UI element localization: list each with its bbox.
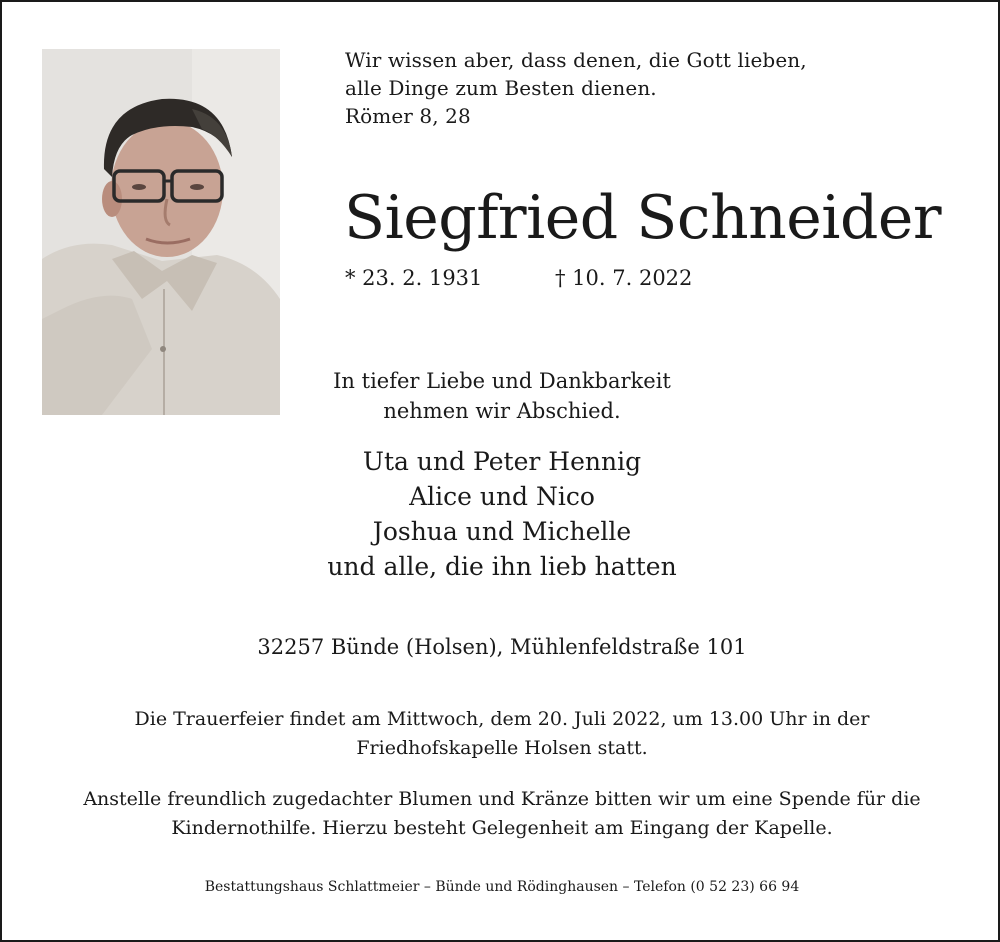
donation-line: Kindernothilfe. Hierzu besteht Gelegenheit am Eingang der Kapelle. [171,817,833,839]
portrait-photo [42,49,280,415]
ceremony-line: Friedhofskapelle Holsen statt. [356,737,648,759]
family-address: 32257 Bünde (Holsen), Mühlenfeldstraße 101 [257,635,747,659]
farewell-line: nehmen wir Abschied. [383,399,621,423]
funeral-ceremony-info [2,705,1000,763]
portrait-photo-icon [42,49,280,415]
bible-verse [345,46,807,130]
mourner-line: Alice und Nico [409,482,595,511]
farewell-text [2,366,1000,426]
funeral-home-footer: Bestattungshaus Schlattmeier – Bünde und Rödinghausen – Telefon (0 52 23) 66 94 [204,879,800,895]
birth-date: * 23. 2. 1931 [345,266,483,290]
donation-line: Anstelle freundlich zugedachter Blumen und Kränze bitten wir um eine Spende für die [83,788,921,810]
mourners-list [2,444,1000,584]
mourner-line: Uta und Peter Hennig [362,447,642,476]
mourner-line: und alle, die ihn lieb hatten [327,552,677,581]
mourner-line: Joshua und Michelle [372,517,632,546]
donation-request [2,785,1000,843]
deceased-name: Siegfried Schneider [344,183,942,253]
verse-line: Wir wissen aber, dass denen, die Gott lieben, [345,48,807,72]
ceremony-line: Die Trauerfeier findet am Mittwoch, dem 20. Juli 2022, um 13.00 Uhr in der [134,708,870,730]
death-date: † 10. 7. 2022 [555,266,693,290]
farewell-line: In tiefer Liebe und Dankbarkeit [333,369,671,393]
verse-reference: Römer 8, 28 [345,104,471,128]
verse-line: alle Dinge zum Besten dienen. [345,76,657,100]
